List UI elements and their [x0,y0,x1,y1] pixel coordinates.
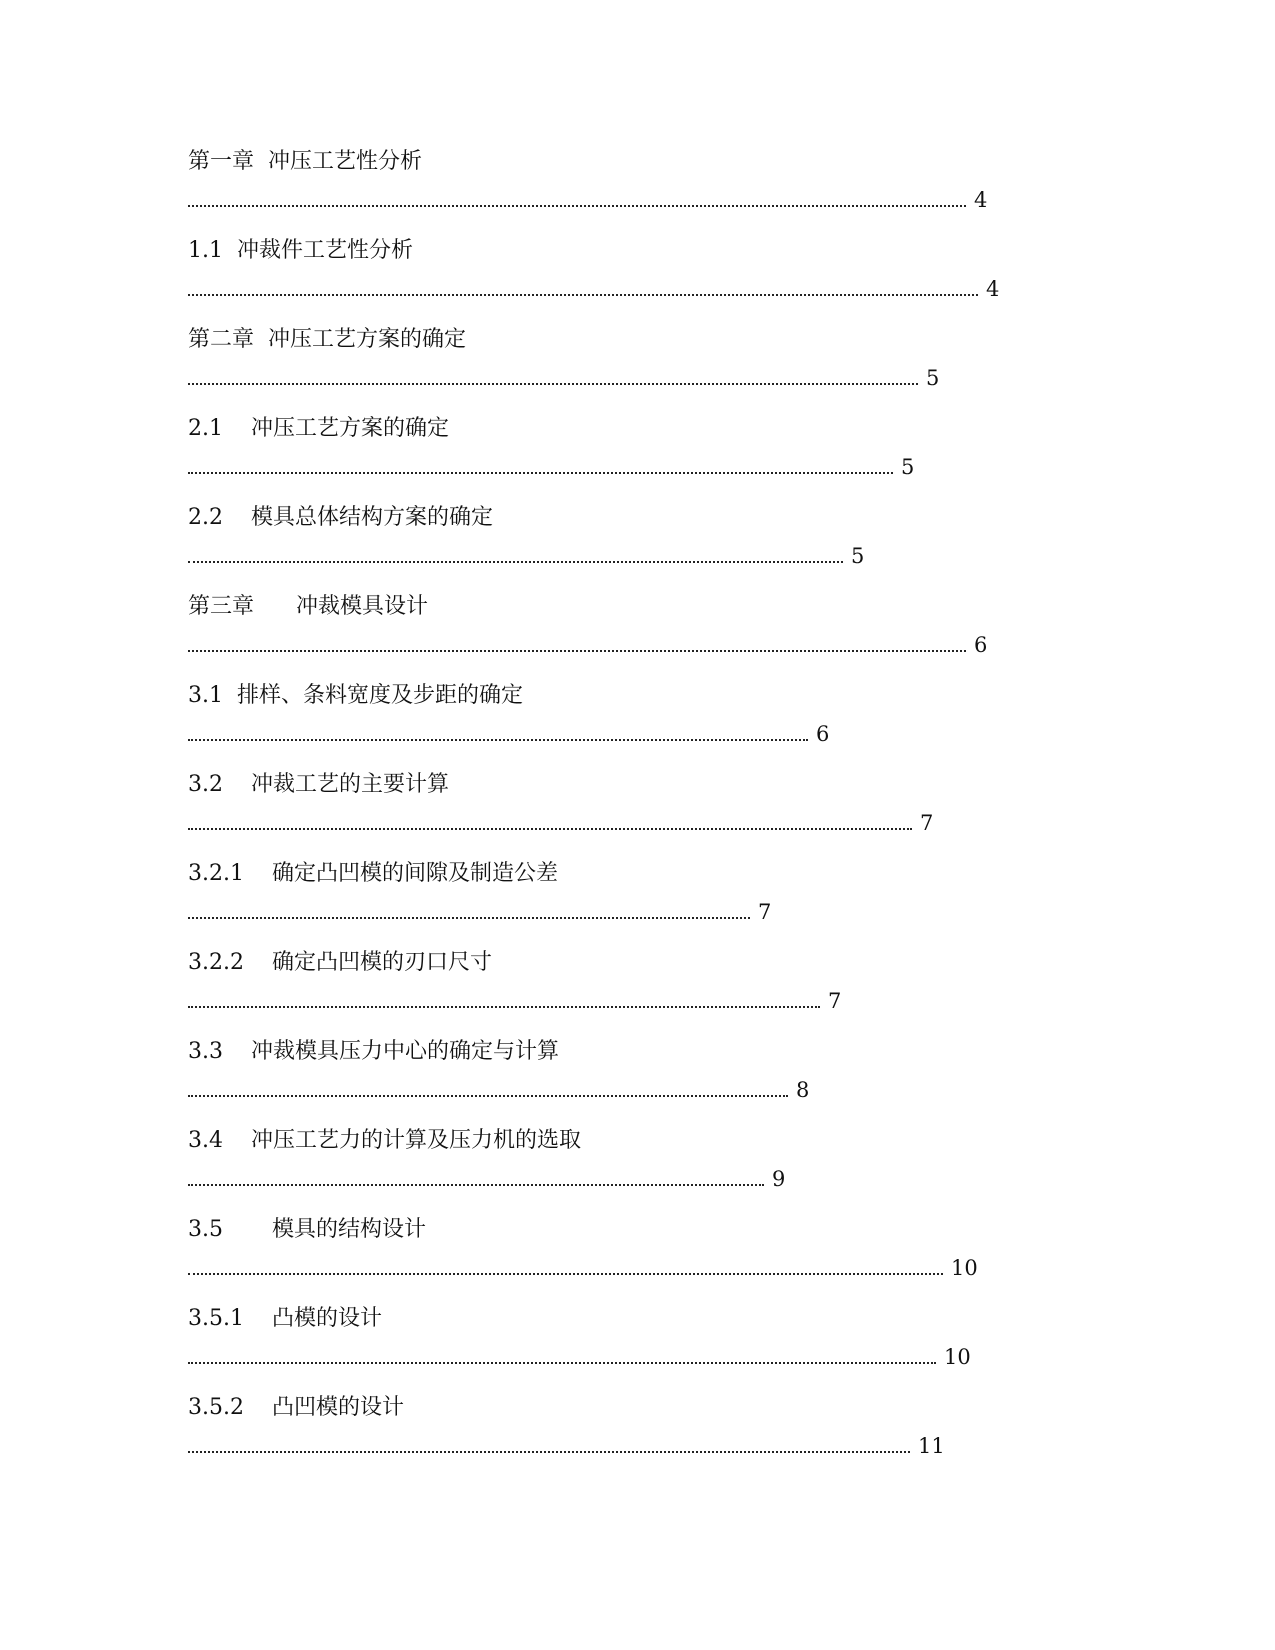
toc-entry-page: 5 [901,455,915,479]
toc-entry-page: 10 [944,1345,971,1369]
toc-entry-page: 8 [796,1078,810,1102]
toc-entry-page: 7 [828,989,842,1013]
toc-entry-title: 2.2 模具总体结构方案的确定 [188,505,493,530]
toc-entry-page: 7 [758,900,772,924]
toc-leader-dots [188,650,966,652]
toc-entry-title: 3.5 模具的结构设计 [188,1217,426,1242]
toc-entry-page: 6 [816,722,830,746]
toc-entry-title: 3.5.2 凸凹模的设计 [188,1395,404,1420]
toc-entry-title: 3.3 冲裁模具压力中心的确定与计算 [188,1039,559,1064]
toc-entry-title: 1.1 冲裁件工艺性分析 [188,238,413,263]
toc-entry-title: 第三章 冲裁模具设计 [188,594,428,619]
toc-leader-dots [188,294,978,296]
toc-entry-title: 2.1 冲压工艺方案的确定 [188,416,449,441]
toc-entry-page: 7 [920,811,934,835]
toc-entry-title: 3.1 排样、条料宽度及步距的确定 [188,683,523,708]
toc-entry-title: 3.2.1 确定凸凹模的间隙及制造公差 [188,861,558,886]
toc-entry-page: 9 [772,1167,786,1191]
toc-leader-dots [188,561,843,563]
toc-leader-dots [188,383,918,385]
toc-entry-title: 3.2 冲裁工艺的主要计算 [188,772,449,797]
toc-leader-dots [188,472,893,474]
toc-leader-dots [188,1095,788,1097]
toc-entry-title: 3.2.2 确定凸凹模的刃口尺寸 [188,950,492,975]
toc-entry-title: 3.4 冲压工艺力的计算及压力机的选取 [188,1128,581,1153]
toc-leader-dots [188,1273,943,1275]
toc-entry-page: 4 [974,188,988,212]
toc-leader-dots [188,205,966,207]
toc-leader-dots [188,1451,910,1453]
toc-entry-page: 5 [926,366,940,390]
toc-leader-dots [188,917,750,919]
toc-entry-page: 5 [851,544,865,568]
toc-leader-dots [188,1006,820,1008]
toc-leader-dots [188,739,808,741]
toc-entry-page: 11 [918,1434,945,1458]
toc-entry-page: 4 [986,277,1000,301]
toc-leader-dots [188,1184,764,1186]
toc-entry-title: 第二章 冲压工艺方案的确定 [188,327,466,352]
toc-leader-dots [188,1362,936,1364]
toc-leader-dots [188,828,912,830]
toc-entry-title: 第一章 冲压工艺性分析 [188,149,422,174]
toc-entry-page: 10 [951,1256,978,1280]
toc-entry-title: 3.5.1 凸模的设计 [188,1306,382,1331]
toc-entry-page: 6 [974,633,988,657]
